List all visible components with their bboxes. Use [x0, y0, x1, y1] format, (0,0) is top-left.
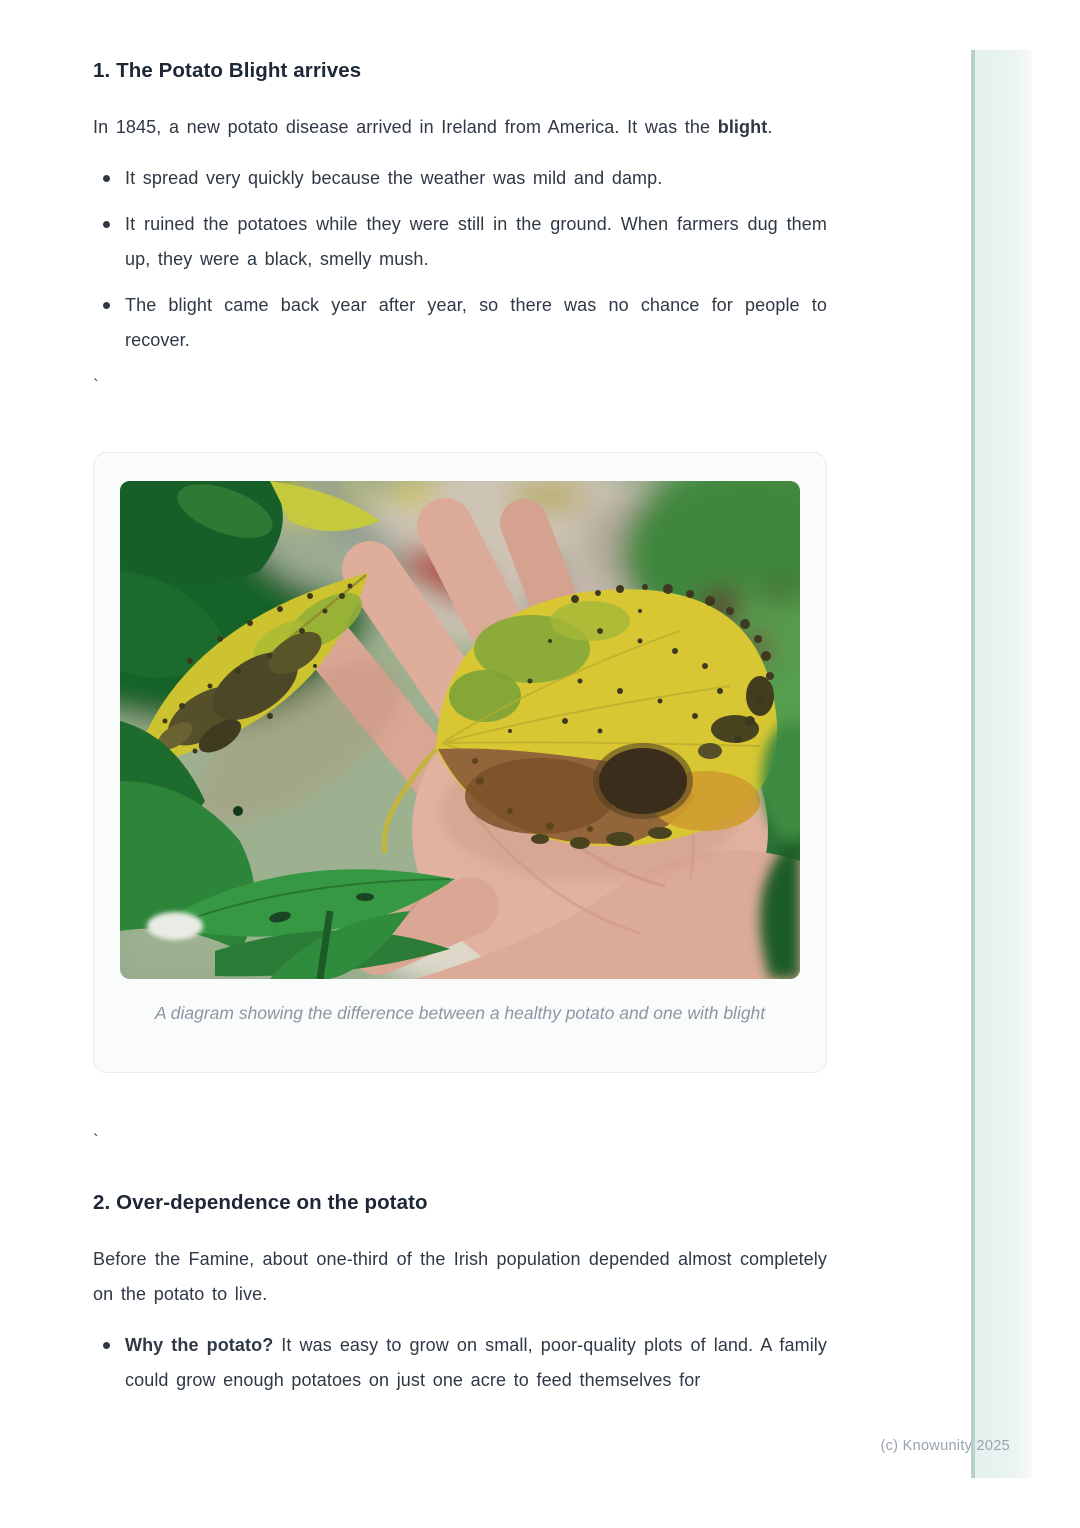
section-2-intro: Before the Famine, about one-third of the Irish population depended almost completely on the potato to live. — [93, 1249, 827, 1304]
side-strip — [971, 50, 1032, 1478]
section-2-heading: 2. Over-dependence on the potato — [93, 1191, 428, 1214]
document-content — [93, 0, 827, 1409]
list-item: The blight came back year after year, so there was no chance for people to recover. — [93, 288, 827, 358]
section-1-intro: In 1845, a new potato disease arrived in Ireland from America. It was the blight. — [93, 117, 773, 137]
section-1-heading: 1. The Potato Blight arrives — [93, 59, 362, 82]
bold-term-blight: blight — [717, 117, 768, 137]
blight-photo — [120, 481, 800, 979]
list-item: It ruined the potatoes while they were still in the ground. When farmers dug them up, they were a black, smelly mush. — [93, 207, 827, 277]
watermark: (c) Knowunity 2025 — [880, 1438, 1010, 1454]
blight-photo-art — [120, 481, 800, 979]
bullet-bold-lead: Why the potato? — [125, 1335, 274, 1355]
list-item: It spread very quickly because the weather was mild and damp. — [93, 161, 827, 196]
section-1-bullet-list — [93, 161, 827, 358]
stray-backtick: ` — [93, 1131, 99, 1150]
figure-caption: A diagram showing the difference between a healthy potato and one with blight — [154, 1003, 766, 1023]
figure-card — [93, 452, 827, 1073]
section-2-bullet-list — [93, 1328, 827, 1398]
stray-backtick: ` — [93, 376, 99, 395]
list-item: Why the potato? It was easy to grow on small, poor-quality plots of land. A family could grow enough potatoes on just one acre to feed themselves for — [93, 1328, 827, 1398]
